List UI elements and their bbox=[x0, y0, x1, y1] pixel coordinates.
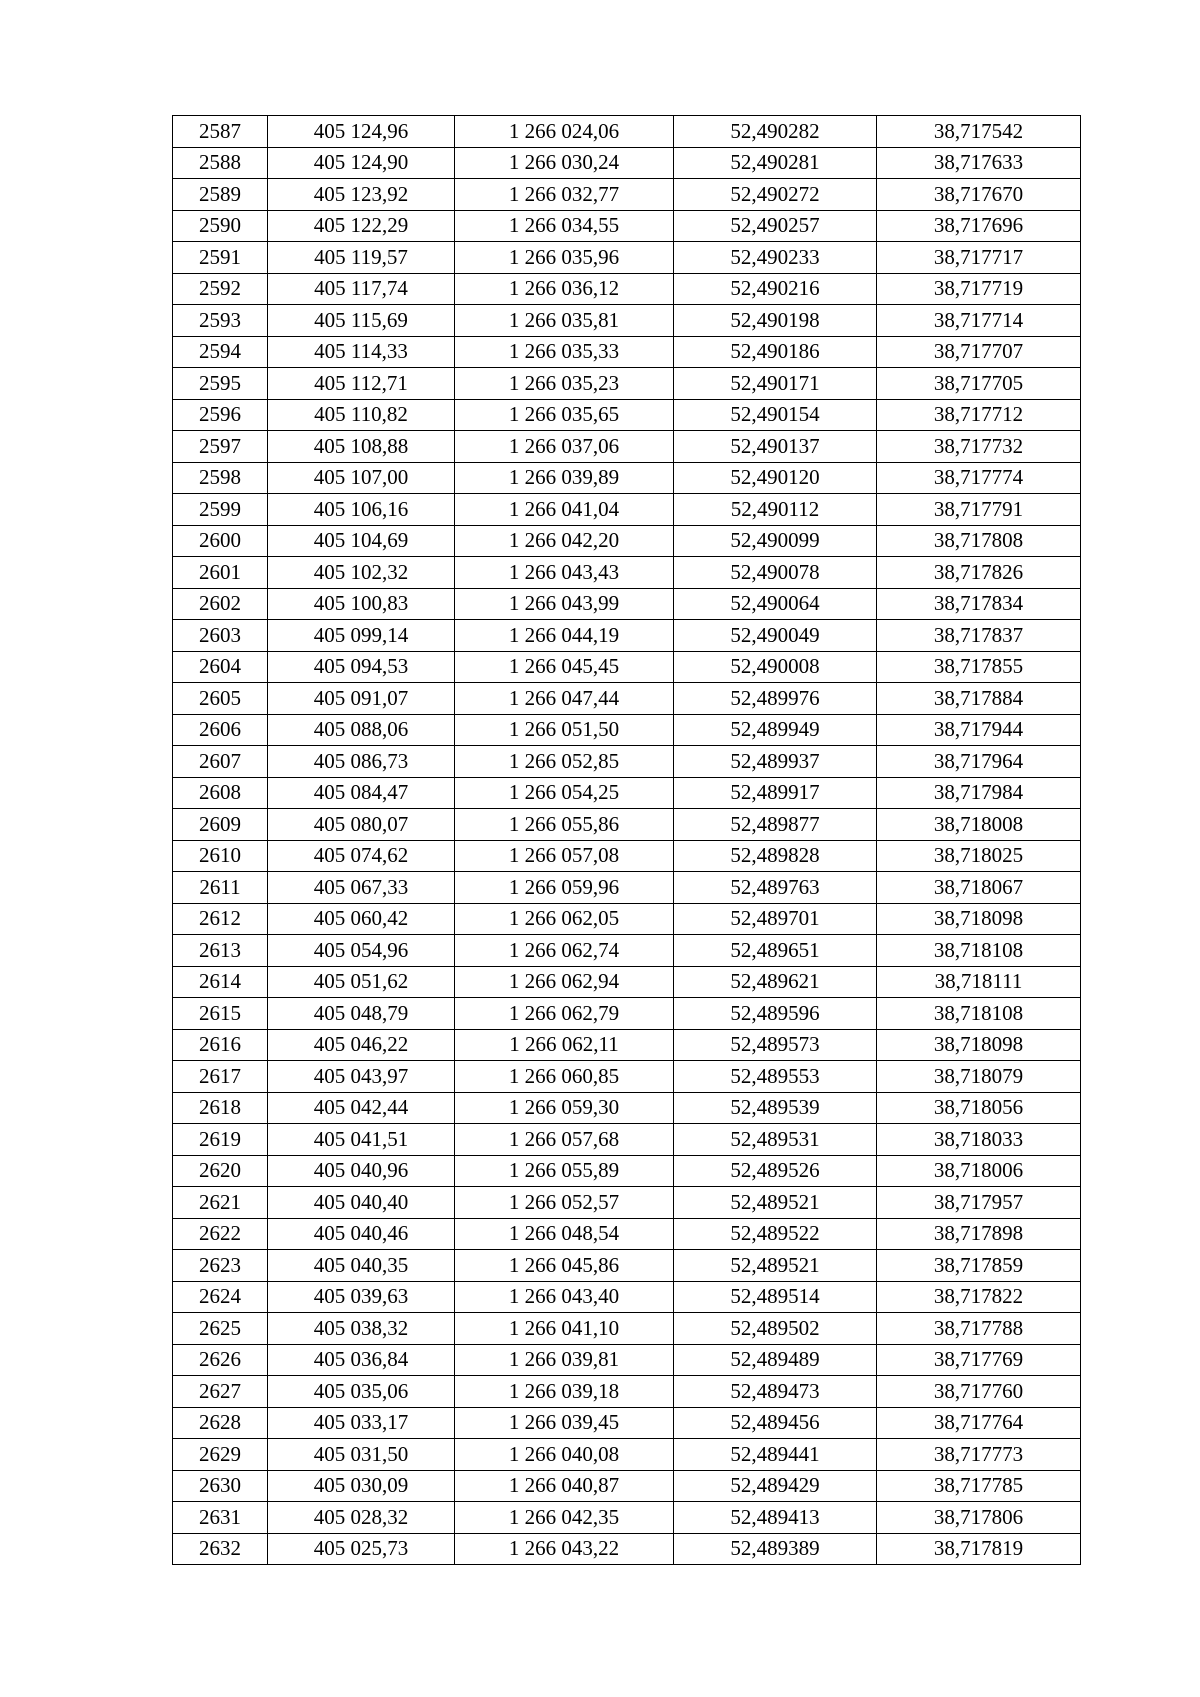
y-coordinate-cell: 1 266 024,06 bbox=[455, 116, 674, 148]
longitude-cell: 38,717957 bbox=[877, 1187, 1081, 1219]
x-coordinate-cell: 405 025,73 bbox=[268, 1533, 455, 1565]
y-coordinate-cell: 1 266 062,74 bbox=[455, 935, 674, 967]
longitude-cell: 38,717944 bbox=[877, 714, 1081, 746]
y-coordinate-cell: 1 266 062,94 bbox=[455, 966, 674, 998]
y-coordinate-cell: 1 266 062,05 bbox=[455, 903, 674, 935]
latitude-cell: 52,489502 bbox=[674, 1313, 877, 1345]
latitude-cell: 52,489539 bbox=[674, 1092, 877, 1124]
table-row bbox=[173, 1313, 1081, 1345]
point-number-cell: 2621 bbox=[173, 1187, 268, 1219]
point-number-cell: 2623 bbox=[173, 1250, 268, 1282]
point-number-cell: 2631 bbox=[173, 1502, 268, 1534]
y-coordinate-cell: 1 266 052,57 bbox=[455, 1187, 674, 1219]
point-number-cell: 2608 bbox=[173, 777, 268, 809]
longitude-cell: 38,718098 bbox=[877, 1029, 1081, 1061]
longitude-cell: 38,717712 bbox=[877, 399, 1081, 431]
point-number-cell: 2607 bbox=[173, 746, 268, 778]
y-coordinate-cell: 1 266 042,20 bbox=[455, 525, 674, 557]
x-coordinate-cell: 405 104,69 bbox=[268, 525, 455, 557]
table-row bbox=[173, 305, 1081, 337]
x-coordinate-cell: 405 114,33 bbox=[268, 336, 455, 368]
latitude-cell: 52,489621 bbox=[674, 966, 877, 998]
point-number-cell: 2590 bbox=[173, 210, 268, 242]
y-coordinate-cell: 1 266 035,65 bbox=[455, 399, 674, 431]
y-coordinate-cell: 1 266 034,55 bbox=[455, 210, 674, 242]
x-coordinate-cell: 405 112,71 bbox=[268, 368, 455, 400]
latitude-cell: 52,489553 bbox=[674, 1061, 877, 1093]
point-number-cell: 2614 bbox=[173, 966, 268, 998]
x-coordinate-cell: 405 040,40 bbox=[268, 1187, 455, 1219]
y-coordinate-cell: 1 266 062,79 bbox=[455, 998, 674, 1030]
longitude-cell: 38,717696 bbox=[877, 210, 1081, 242]
table-row bbox=[173, 714, 1081, 746]
point-number-cell: 2594 bbox=[173, 336, 268, 368]
table-row bbox=[173, 872, 1081, 904]
x-coordinate-cell: 405 060,42 bbox=[268, 903, 455, 935]
point-number-cell: 2588 bbox=[173, 147, 268, 179]
y-coordinate-cell: 1 266 040,08 bbox=[455, 1439, 674, 1471]
y-coordinate-cell: 1 266 035,33 bbox=[455, 336, 674, 368]
longitude-cell: 38,717719 bbox=[877, 273, 1081, 305]
point-number-cell: 2592 bbox=[173, 273, 268, 305]
x-coordinate-cell: 405 038,32 bbox=[268, 1313, 455, 1345]
point-number-cell: 2604 bbox=[173, 651, 268, 683]
point-number-cell: 2622 bbox=[173, 1218, 268, 1250]
longitude-cell: 38,717774 bbox=[877, 462, 1081, 494]
point-number-cell: 2587 bbox=[173, 116, 268, 148]
longitude-cell: 38,717717 bbox=[877, 242, 1081, 274]
table-row bbox=[173, 431, 1081, 463]
longitude-cell: 38,717822 bbox=[877, 1281, 1081, 1313]
table-row bbox=[173, 935, 1081, 967]
x-coordinate-cell: 405 051,62 bbox=[268, 966, 455, 998]
longitude-cell: 38,717834 bbox=[877, 588, 1081, 620]
x-coordinate-cell: 405 102,32 bbox=[268, 557, 455, 589]
table-row bbox=[173, 273, 1081, 305]
y-coordinate-cell: 1 266 045,45 bbox=[455, 651, 674, 683]
point-number-cell: 2606 bbox=[173, 714, 268, 746]
x-coordinate-cell: 405 054,96 bbox=[268, 935, 455, 967]
longitude-cell: 38,717670 bbox=[877, 179, 1081, 211]
point-number-cell: 2615 bbox=[173, 998, 268, 1030]
point-number-cell: 2620 bbox=[173, 1155, 268, 1187]
y-coordinate-cell: 1 266 036,12 bbox=[455, 273, 674, 305]
y-coordinate-cell: 1 266 037,06 bbox=[455, 431, 674, 463]
point-number-cell: 2609 bbox=[173, 809, 268, 841]
longitude-cell: 38,718098 bbox=[877, 903, 1081, 935]
table-row bbox=[173, 1218, 1081, 1250]
x-coordinate-cell: 405 039,63 bbox=[268, 1281, 455, 1313]
x-coordinate-cell: 405 122,29 bbox=[268, 210, 455, 242]
x-coordinate-cell: 405 080,07 bbox=[268, 809, 455, 841]
longitude-cell: 38,717964 bbox=[877, 746, 1081, 778]
point-number-cell: 2610 bbox=[173, 840, 268, 872]
point-number-cell: 2617 bbox=[173, 1061, 268, 1093]
longitude-cell: 38,717855 bbox=[877, 651, 1081, 683]
latitude-cell: 52,489389 bbox=[674, 1533, 877, 1565]
x-coordinate-cell: 405 086,73 bbox=[268, 746, 455, 778]
x-coordinate-cell: 405 110,82 bbox=[268, 399, 455, 431]
latitude-cell: 52,489521 bbox=[674, 1187, 877, 1219]
y-coordinate-cell: 1 266 042,35 bbox=[455, 1502, 674, 1534]
table-row bbox=[173, 210, 1081, 242]
y-coordinate-cell: 1 266 045,86 bbox=[455, 1250, 674, 1282]
table-row bbox=[173, 116, 1081, 148]
point-number-cell: 2598 bbox=[173, 462, 268, 494]
table-row bbox=[173, 1092, 1081, 1124]
table-row bbox=[173, 179, 1081, 211]
point-number-cell: 2602 bbox=[173, 588, 268, 620]
y-coordinate-cell: 1 266 039,45 bbox=[455, 1407, 674, 1439]
table-row bbox=[173, 1439, 1081, 1471]
longitude-cell: 38,717898 bbox=[877, 1218, 1081, 1250]
point-number-cell: 2589 bbox=[173, 179, 268, 211]
y-coordinate-cell: 1 266 059,30 bbox=[455, 1092, 674, 1124]
latitude-cell: 52,489701 bbox=[674, 903, 877, 935]
table-row bbox=[173, 462, 1081, 494]
table-row bbox=[173, 336, 1081, 368]
table-row bbox=[173, 1281, 1081, 1313]
table-row bbox=[173, 903, 1081, 935]
point-number-cell: 2596 bbox=[173, 399, 268, 431]
x-coordinate-cell: 405 043,97 bbox=[268, 1061, 455, 1093]
point-number-cell: 2597 bbox=[173, 431, 268, 463]
table-row bbox=[173, 620, 1081, 652]
table-row bbox=[173, 1376, 1081, 1408]
table-row bbox=[173, 746, 1081, 778]
y-coordinate-cell: 1 266 060,85 bbox=[455, 1061, 674, 1093]
latitude-cell: 52,489521 bbox=[674, 1250, 877, 1282]
table-row bbox=[173, 1407, 1081, 1439]
latitude-cell: 52,489441 bbox=[674, 1439, 877, 1471]
latitude-cell: 52,489489 bbox=[674, 1344, 877, 1376]
coordinates-table bbox=[172, 115, 1081, 1565]
point-number-cell: 2632 bbox=[173, 1533, 268, 1565]
latitude-cell: 52,490257 bbox=[674, 210, 877, 242]
y-coordinate-cell: 1 266 043,99 bbox=[455, 588, 674, 620]
longitude-cell: 38,718079 bbox=[877, 1061, 1081, 1093]
y-coordinate-cell: 1 266 041,04 bbox=[455, 494, 674, 526]
point-number-cell: 2612 bbox=[173, 903, 268, 935]
latitude-cell: 52,489763 bbox=[674, 872, 877, 904]
x-coordinate-cell: 405 088,06 bbox=[268, 714, 455, 746]
latitude-cell: 52,490154 bbox=[674, 399, 877, 431]
point-number-cell: 2613 bbox=[173, 935, 268, 967]
longitude-cell: 38,718067 bbox=[877, 872, 1081, 904]
latitude-cell: 52,489429 bbox=[674, 1470, 877, 1502]
longitude-cell: 38,718006 bbox=[877, 1155, 1081, 1187]
y-coordinate-cell: 1 266 062,11 bbox=[455, 1029, 674, 1061]
table-row bbox=[173, 1029, 1081, 1061]
latitude-cell: 52,490171 bbox=[674, 368, 877, 400]
table-row bbox=[173, 525, 1081, 557]
latitude-cell: 52,490120 bbox=[674, 462, 877, 494]
longitude-cell: 38,717633 bbox=[877, 147, 1081, 179]
table-row bbox=[173, 840, 1081, 872]
y-coordinate-cell: 1 266 040,87 bbox=[455, 1470, 674, 1502]
latitude-cell: 52,490198 bbox=[674, 305, 877, 337]
latitude-cell: 52,490137 bbox=[674, 431, 877, 463]
longitude-cell: 38,717884 bbox=[877, 683, 1081, 715]
y-coordinate-cell: 1 266 048,54 bbox=[455, 1218, 674, 1250]
latitude-cell: 52,489473 bbox=[674, 1376, 877, 1408]
longitude-cell: 38,718108 bbox=[877, 935, 1081, 967]
x-coordinate-cell: 405 035,06 bbox=[268, 1376, 455, 1408]
latitude-cell: 52,490078 bbox=[674, 557, 877, 589]
point-number-cell: 2627 bbox=[173, 1376, 268, 1408]
y-coordinate-cell: 1 266 044,19 bbox=[455, 620, 674, 652]
latitude-cell: 52,490282 bbox=[674, 116, 877, 148]
x-coordinate-cell: 405 124,96 bbox=[268, 116, 455, 148]
x-coordinate-cell: 405 100,83 bbox=[268, 588, 455, 620]
table-row bbox=[173, 368, 1081, 400]
latitude-cell: 52,489596 bbox=[674, 998, 877, 1030]
longitude-cell: 38,718025 bbox=[877, 840, 1081, 872]
point-number-cell: 2628 bbox=[173, 1407, 268, 1439]
longitude-cell: 38,717542 bbox=[877, 116, 1081, 148]
point-number-cell: 2619 bbox=[173, 1124, 268, 1156]
latitude-cell: 52,490216 bbox=[674, 273, 877, 305]
longitude-cell: 38,717791 bbox=[877, 494, 1081, 526]
point-number-cell: 2600 bbox=[173, 525, 268, 557]
x-coordinate-cell: 405 048,79 bbox=[268, 998, 455, 1030]
point-number-cell: 2611 bbox=[173, 872, 268, 904]
point-number-cell: 2593 bbox=[173, 305, 268, 337]
x-coordinate-cell: 405 124,90 bbox=[268, 147, 455, 179]
latitude-cell: 52,489976 bbox=[674, 683, 877, 715]
y-coordinate-cell: 1 266 039,81 bbox=[455, 1344, 674, 1376]
latitude-cell: 52,489522 bbox=[674, 1218, 877, 1250]
longitude-cell: 38,717785 bbox=[877, 1470, 1081, 1502]
y-coordinate-cell: 1 266 043,43 bbox=[455, 557, 674, 589]
y-coordinate-cell: 1 266 057,68 bbox=[455, 1124, 674, 1156]
latitude-cell: 52,490272 bbox=[674, 179, 877, 211]
y-coordinate-cell: 1 266 051,50 bbox=[455, 714, 674, 746]
y-coordinate-cell: 1 266 043,22 bbox=[455, 1533, 674, 1565]
point-number-cell: 2591 bbox=[173, 242, 268, 274]
longitude-cell: 38,718008 bbox=[877, 809, 1081, 841]
y-coordinate-cell: 1 266 039,89 bbox=[455, 462, 674, 494]
y-coordinate-cell: 1 266 041,10 bbox=[455, 1313, 674, 1345]
table-row bbox=[173, 1061, 1081, 1093]
y-coordinate-cell: 1 266 052,85 bbox=[455, 746, 674, 778]
table-row bbox=[173, 998, 1081, 1030]
table-row bbox=[173, 1470, 1081, 1502]
point-number-cell: 2603 bbox=[173, 620, 268, 652]
x-coordinate-cell: 405 028,32 bbox=[268, 1502, 455, 1534]
table-row bbox=[173, 1250, 1081, 1282]
longitude-cell: 38,717788 bbox=[877, 1313, 1081, 1345]
latitude-cell: 52,490099 bbox=[674, 525, 877, 557]
x-coordinate-cell: 405 123,92 bbox=[268, 179, 455, 211]
table-row bbox=[173, 683, 1081, 715]
point-number-cell: 2625 bbox=[173, 1313, 268, 1345]
table-row bbox=[173, 557, 1081, 589]
y-coordinate-cell: 1 266 035,81 bbox=[455, 305, 674, 337]
y-coordinate-cell: 1 266 047,44 bbox=[455, 683, 674, 715]
longitude-cell: 38,717984 bbox=[877, 777, 1081, 809]
x-coordinate-cell: 405 031,50 bbox=[268, 1439, 455, 1471]
longitude-cell: 38,717819 bbox=[877, 1533, 1081, 1565]
longitude-cell: 38,718111 bbox=[877, 966, 1081, 998]
longitude-cell: 38,718108 bbox=[877, 998, 1081, 1030]
table-row bbox=[173, 1344, 1081, 1376]
longitude-cell: 38,717705 bbox=[877, 368, 1081, 400]
point-number-cell: 2616 bbox=[173, 1029, 268, 1061]
longitude-cell: 38,717707 bbox=[877, 336, 1081, 368]
longitude-cell: 38,717773 bbox=[877, 1439, 1081, 1471]
x-coordinate-cell: 405 041,51 bbox=[268, 1124, 455, 1156]
x-coordinate-cell: 405 099,14 bbox=[268, 620, 455, 652]
longitude-cell: 38,717826 bbox=[877, 557, 1081, 589]
y-coordinate-cell: 1 266 035,96 bbox=[455, 242, 674, 274]
table-row bbox=[173, 399, 1081, 431]
latitude-cell: 52,489651 bbox=[674, 935, 877, 967]
y-coordinate-cell: 1 266 039,18 bbox=[455, 1376, 674, 1408]
latitude-cell: 52,489573 bbox=[674, 1029, 877, 1061]
x-coordinate-cell: 405 119,57 bbox=[268, 242, 455, 274]
latitude-cell: 52,490008 bbox=[674, 651, 877, 683]
longitude-cell: 38,717806 bbox=[877, 1502, 1081, 1534]
table-row bbox=[173, 588, 1081, 620]
longitude-cell: 38,717732 bbox=[877, 431, 1081, 463]
x-coordinate-cell: 405 040,35 bbox=[268, 1250, 455, 1282]
table-row bbox=[173, 1502, 1081, 1534]
longitude-cell: 38,717769 bbox=[877, 1344, 1081, 1376]
point-number-cell: 2624 bbox=[173, 1281, 268, 1313]
longitude-cell: 38,717808 bbox=[877, 525, 1081, 557]
latitude-cell: 52,489917 bbox=[674, 777, 877, 809]
y-coordinate-cell: 1 266 030,24 bbox=[455, 147, 674, 179]
point-number-cell: 2601 bbox=[173, 557, 268, 589]
latitude-cell: 52,490233 bbox=[674, 242, 877, 274]
latitude-cell: 52,490112 bbox=[674, 494, 877, 526]
table-row bbox=[173, 651, 1081, 683]
y-coordinate-cell: 1 266 055,89 bbox=[455, 1155, 674, 1187]
point-number-cell: 2629 bbox=[173, 1439, 268, 1471]
y-coordinate-cell: 1 266 055,86 bbox=[455, 809, 674, 841]
latitude-cell: 52,489828 bbox=[674, 840, 877, 872]
x-coordinate-cell: 405 042,44 bbox=[268, 1092, 455, 1124]
x-coordinate-cell: 405 036,84 bbox=[268, 1344, 455, 1376]
point-number-cell: 2595 bbox=[173, 368, 268, 400]
table-row bbox=[173, 147, 1081, 179]
y-coordinate-cell: 1 266 032,77 bbox=[455, 179, 674, 211]
longitude-cell: 38,717760 bbox=[877, 1376, 1081, 1408]
y-coordinate-cell: 1 266 057,08 bbox=[455, 840, 674, 872]
x-coordinate-cell: 405 040,46 bbox=[268, 1218, 455, 1250]
point-number-cell: 2626 bbox=[173, 1344, 268, 1376]
latitude-cell: 52,489877 bbox=[674, 809, 877, 841]
longitude-cell: 38,717714 bbox=[877, 305, 1081, 337]
x-coordinate-cell: 405 091,07 bbox=[268, 683, 455, 715]
x-coordinate-cell: 405 108,88 bbox=[268, 431, 455, 463]
coordinates-table-body bbox=[173, 116, 1081, 1565]
latitude-cell: 52,489456 bbox=[674, 1407, 877, 1439]
x-coordinate-cell: 405 094,53 bbox=[268, 651, 455, 683]
longitude-cell: 38,717764 bbox=[877, 1407, 1081, 1439]
table-row bbox=[173, 1124, 1081, 1156]
longitude-cell: 38,718056 bbox=[877, 1092, 1081, 1124]
x-coordinate-cell: 405 030,09 bbox=[268, 1470, 455, 1502]
x-coordinate-cell: 405 074,62 bbox=[268, 840, 455, 872]
latitude-cell: 52,489526 bbox=[674, 1155, 877, 1187]
x-coordinate-cell: 405 115,69 bbox=[268, 305, 455, 337]
x-coordinate-cell: 405 107,00 bbox=[268, 462, 455, 494]
point-number-cell: 2605 bbox=[173, 683, 268, 715]
point-number-cell: 2618 bbox=[173, 1092, 268, 1124]
x-coordinate-cell: 405 040,96 bbox=[268, 1155, 455, 1187]
x-coordinate-cell: 405 117,74 bbox=[268, 273, 455, 305]
x-coordinate-cell: 405 033,17 bbox=[268, 1407, 455, 1439]
table-row bbox=[173, 1187, 1081, 1219]
table-row bbox=[173, 1533, 1081, 1565]
y-coordinate-cell: 1 266 054,25 bbox=[455, 777, 674, 809]
x-coordinate-cell: 405 046,22 bbox=[268, 1029, 455, 1061]
latitude-cell: 52,490064 bbox=[674, 588, 877, 620]
table-row bbox=[173, 809, 1081, 841]
table-row bbox=[173, 777, 1081, 809]
latitude-cell: 52,490049 bbox=[674, 620, 877, 652]
latitude-cell: 52,489949 bbox=[674, 714, 877, 746]
table-row bbox=[173, 242, 1081, 274]
table-row bbox=[173, 966, 1081, 998]
y-coordinate-cell: 1 266 059,96 bbox=[455, 872, 674, 904]
latitude-cell: 52,489413 bbox=[674, 1502, 877, 1534]
x-coordinate-cell: 405 084,47 bbox=[268, 777, 455, 809]
table-row bbox=[173, 1155, 1081, 1187]
table-row bbox=[173, 494, 1081, 526]
point-number-cell: 2599 bbox=[173, 494, 268, 526]
latitude-cell: 52,490281 bbox=[674, 147, 877, 179]
latitude-cell: 52,489514 bbox=[674, 1281, 877, 1313]
longitude-cell: 38,718033 bbox=[877, 1124, 1081, 1156]
y-coordinate-cell: 1 266 043,40 bbox=[455, 1281, 674, 1313]
latitude-cell: 52,489937 bbox=[674, 746, 877, 778]
point-number-cell: 2630 bbox=[173, 1470, 268, 1502]
y-coordinate-cell: 1 266 035,23 bbox=[455, 368, 674, 400]
latitude-cell: 52,490186 bbox=[674, 336, 877, 368]
longitude-cell: 38,717859 bbox=[877, 1250, 1081, 1282]
latitude-cell: 52,489531 bbox=[674, 1124, 877, 1156]
x-coordinate-cell: 405 106,16 bbox=[268, 494, 455, 526]
longitude-cell: 38,717837 bbox=[877, 620, 1081, 652]
x-coordinate-cell: 405 067,33 bbox=[268, 872, 455, 904]
